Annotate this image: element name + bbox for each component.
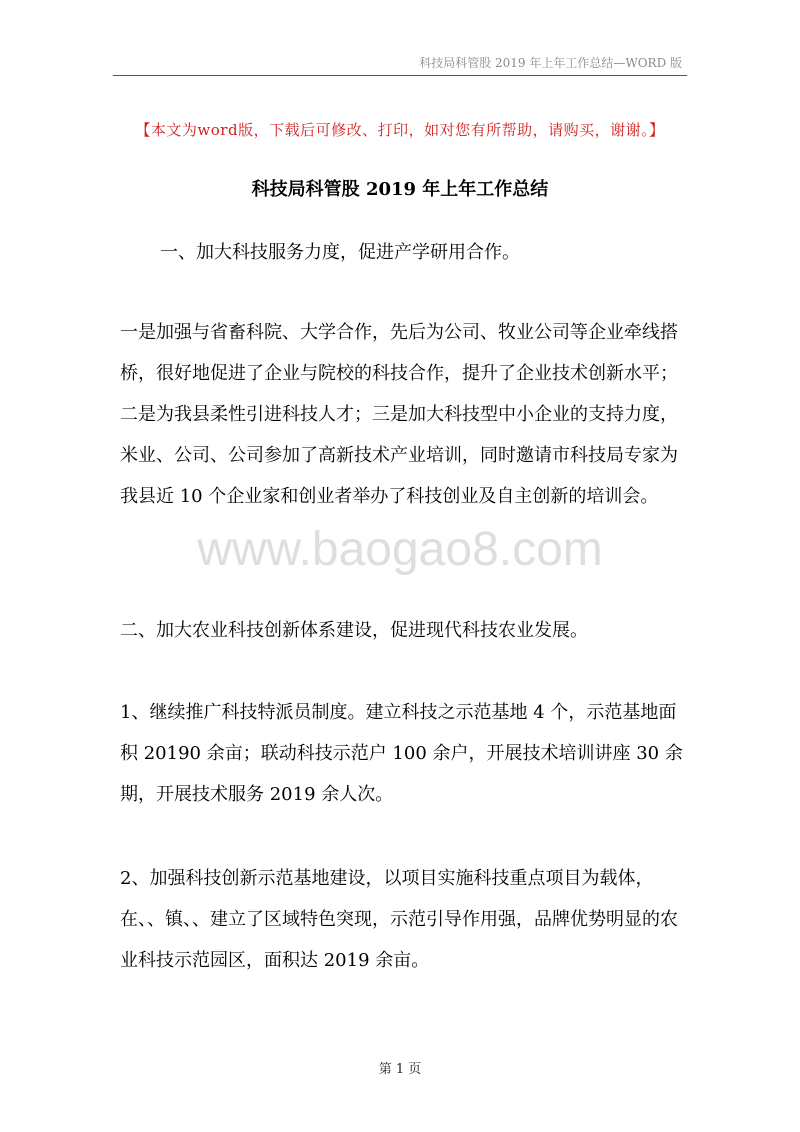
- document-title: 科技局科管股 2019 年上年工作总结: [251, 179, 549, 200]
- header-divider: [113, 75, 687, 76]
- body-paragraph-1: 一是加强与省畜科院、大学合作，先后为公司、牧业公司等企业牵线搭桥，很好地促进了企业与院校的科技合作，提升了企业技术创新水平；二是为我县柔性引进科技人才；三是加大科技型中小企业的支持力度，米业、公司、公司参加了高新技术产业培训，同时邀请市科技局专家为我县近 10 个企业家和创业者举办了科技创业及自主创新的培训会。: [120, 322, 678, 507]
- watermark: www.baogao8.com: [197, 523, 603, 576]
- purchase-notice: 【本文为word版，下载后可修改、打印，如对您有所帮助，请购买，谢谢。】: [135, 121, 665, 139]
- page-number: 第 1 页: [378, 1062, 422, 1077]
- body-paragraph-3: 2、加强科技创新示范基地建设，以项目实施科技重点项目为载体，在、、镇、、建立了区域特色突现，示范引导作用强，品牌优势明显的农业科技示范园区，面积达 2019 余亩。: [120, 868, 678, 971]
- body-paragraph-2: 1、继续推广科技特派员制度。建立科技之示范基地 4 个，示范基地面积 20190 余亩；联动科技示范户 100 余户，开展技术培训讲座 30 余期，开展技术服务 2019 余人次。: [120, 702, 683, 805]
- section-heading-1: 一、加大科技服务力度，促进产学研用合作。: [160, 242, 520, 263]
- section-heading-2: 二、加大农业科技创新体系建设，促进现代科技农业发展。: [120, 620, 588, 641]
- running-header: 科技局科管股 2019 年上年工作总结—WORD 版: [419, 56, 682, 70]
